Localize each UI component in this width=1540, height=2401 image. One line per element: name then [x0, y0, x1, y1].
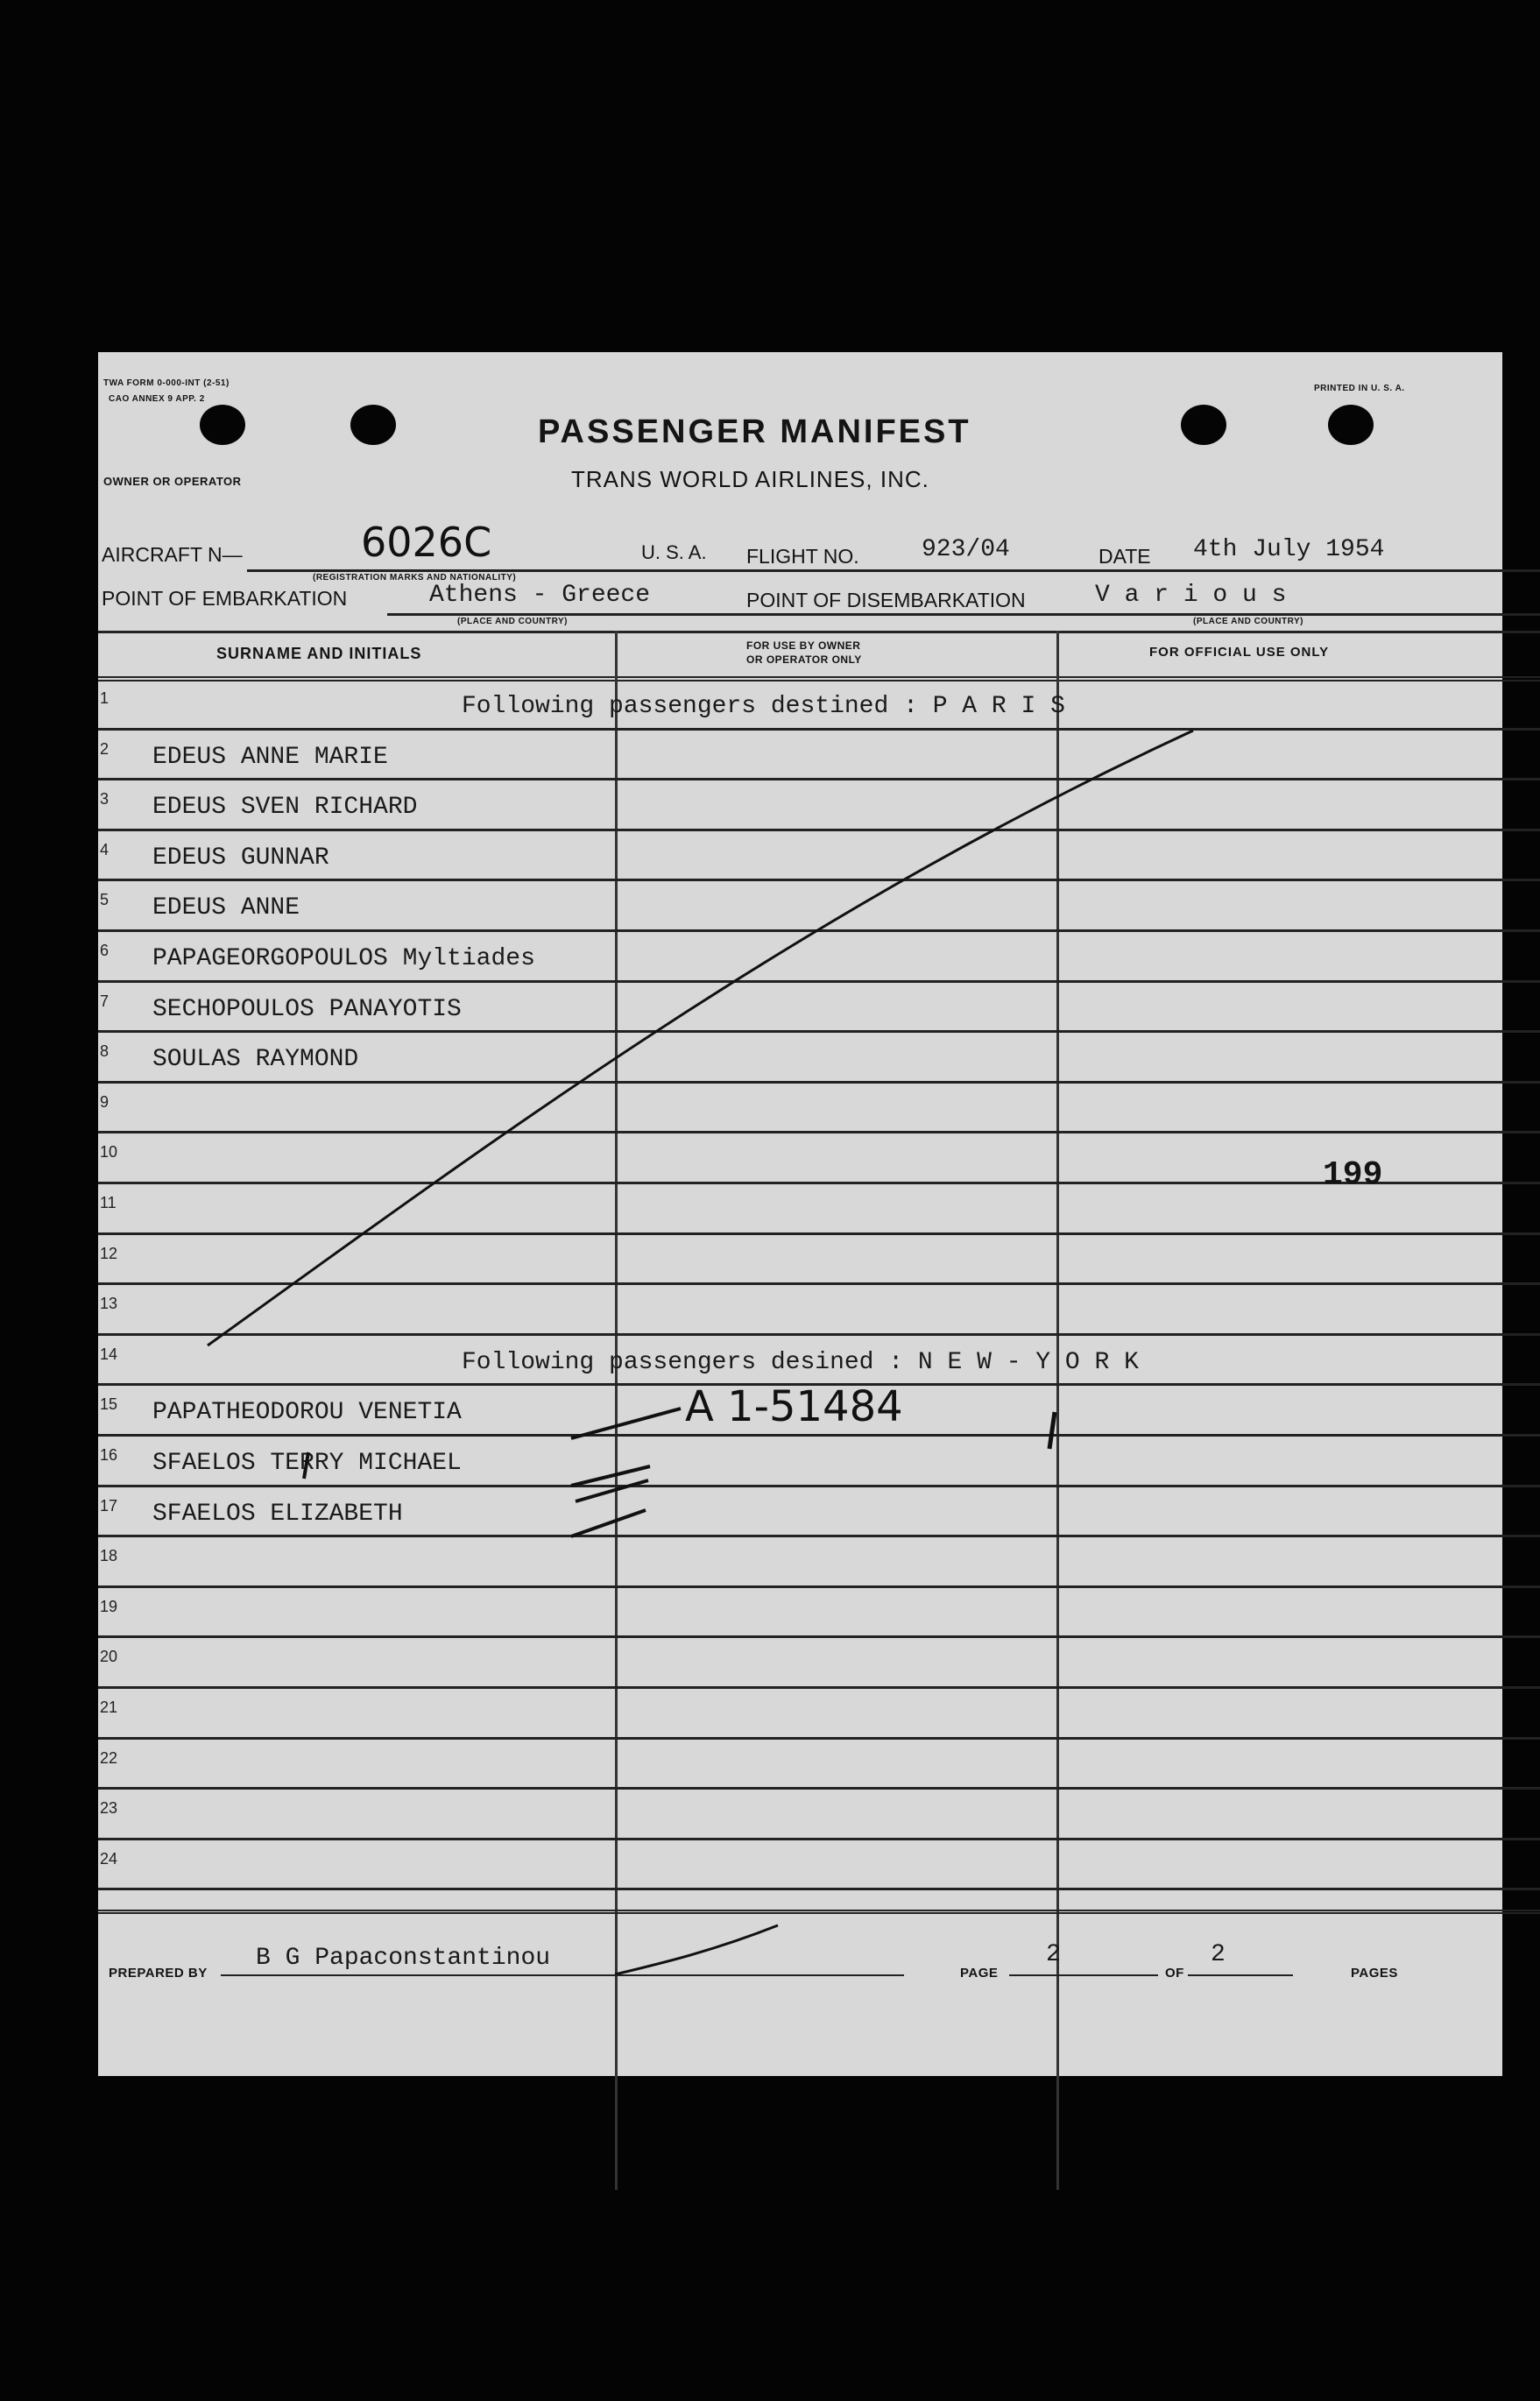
row-number: 9 [100, 1092, 109, 1111]
check-mark [571, 1409, 681, 1438]
destination-heading: Following passengers desined : N E W - Y O R K [462, 1348, 1139, 1376]
row-number: 22 [100, 1748, 118, 1767]
row-number: 23 [100, 1799, 118, 1818]
flight-label: FLIGHT NO. [746, 545, 859, 568]
prepared-by-value: B G Papaconstantinou [256, 1945, 551, 1972]
embarkation-value: Athens - Greece [429, 582, 651, 609]
document-title: PASSENGER MANIFEST [538, 413, 971, 450]
passenger-name: EDEUS ANNE [152, 894, 300, 922]
row-number: 20 [100, 1648, 118, 1666]
passenger-name: PAPAGEORGOPOULOS Myltiades [152, 945, 535, 972]
row-number: 2 [100, 739, 109, 758]
page-number: 2 [1046, 1941, 1061, 1968]
check-mark [1049, 1412, 1055, 1449]
form-annex: CAO ANNEX 9 APP. 2 [109, 394, 205, 404]
passenger-name: EDEUS GUNNAR [152, 844, 329, 872]
page-total: 2 [1211, 1941, 1226, 1968]
embarkation-label: POINT OF EMBARKATION [102, 587, 348, 610]
passenger-name: SFAELOS ELIZABETH [152, 1500, 403, 1528]
row-number: 4 [100, 840, 109, 858]
page-label: PAGE [960, 1966, 999, 1981]
airline-name: TRANS WORLD AIRLINES, INC. [571, 466, 929, 492]
signature-mark [615, 1925, 778, 1974]
col-owner-header-1: FOR USE BY OWNER [746, 639, 861, 652]
row-number: 8 [100, 1042, 109, 1061]
embarkation-caption: (PLACE AND COUNTRY) [457, 617, 568, 626]
disembarkation-value: V a r i o u s [1095, 582, 1287, 609]
pages-label: PAGES [1351, 1966, 1398, 1981]
passenger-name: PAPATHEODOROU VENETIA [152, 1399, 462, 1427]
check-mark [304, 1452, 308, 1479]
row-number: 14 [100, 1345, 118, 1363]
row-number: 5 [100, 891, 109, 909]
prepared-label: PREPARED BY [109, 1966, 208, 1981]
handwritten-note: A 1-51484 [685, 1382, 903, 1431]
usa-label: U. S. A. [641, 541, 707, 563]
form-number: TWA FORM 0-000-INT (2-51) [103, 378, 230, 388]
official-note: 199 [1323, 1156, 1383, 1194]
col-official-header: FOR OFFICIAL USE ONLY [1149, 645, 1330, 660]
row-number: 3 [100, 790, 109, 809]
check-mark [571, 1466, 650, 1501]
handwritten-marks [98, 352, 1502, 2076]
flight-date: 4th July 1954 [1193, 536, 1385, 563]
row-number: 16 [100, 1446, 118, 1464]
row-number: 11 [100, 1194, 117, 1211]
col-surname-header: SURNAME AND INITIALS [216, 645, 422, 662]
passenger-name: SOULAS RAYMOND [152, 1046, 359, 1074]
owner-label: OWNER OR OPERATOR [103, 475, 242, 488]
registration-caption: (REGISTRATION MARKS AND NATIONALITY) [313, 573, 517, 583]
printed-in: PRINTED IN U. S. A. [1314, 384, 1405, 393]
manifest-sheet [98, 352, 1502, 2076]
disembarkation-caption: (PLACE AND COUNTRY) [1193, 617, 1303, 626]
passenger-name: SFAELOS TERRY MICHAEL [152, 1450, 462, 1477]
disembarkation-label: POINT OF DISEMBARKATION [746, 589, 1026, 611]
flight-number: 923/04 [922, 536, 1010, 563]
check-mark [571, 1510, 646, 1536]
row-number: 10 [100, 1143, 118, 1162]
row-number: 17 [100, 1496, 118, 1515]
passenger-name: EDEUS SVEN RICHARD [152, 794, 418, 822]
strike-through-line [208, 731, 1193, 1345]
destination-heading: Following passengers destined : P A R I S [462, 693, 1065, 720]
date-label: DATE [1098, 545, 1151, 568]
row-number: 21 [100, 1698, 118, 1716]
col-owner-header-2: OR OPERATOR ONLY [746, 653, 862, 666]
row-number: 1 [100, 689, 109, 707]
row-number: 18 [100, 1547, 118, 1565]
of-label: OF [1165, 1966, 1184, 1981]
row-number: 7 [100, 992, 109, 1010]
row-number: 6 [100, 942, 109, 959]
row-number: 13 [100, 1295, 118, 1313]
passenger-name: EDEUS ANNE MARIE [152, 743, 388, 771]
aircraft-number: 6026C [361, 519, 492, 566]
row-number: 24 [100, 1849, 118, 1868]
row-number: 15 [100, 1395, 118, 1414]
row-number: 19 [100, 1597, 118, 1615]
aircraft-label: AIRCRAFT N— [102, 543, 243, 566]
row-number: 12 [100, 1244, 118, 1262]
passenger-name: SECHOPOULOS PANAYOTIS [152, 995, 462, 1023]
